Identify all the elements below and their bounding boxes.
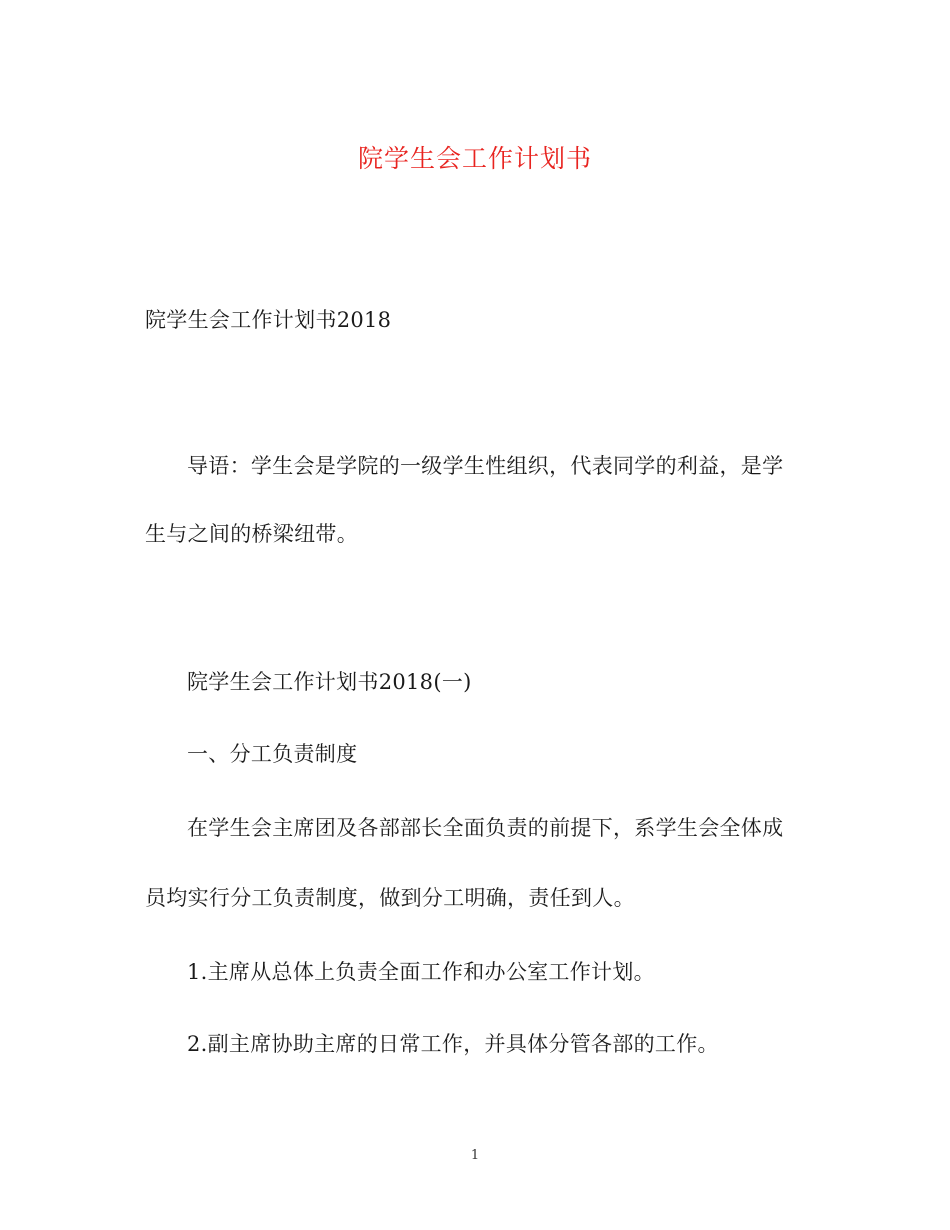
intro-paragraph-line-1: 导语：学生会是学院的一级学生性组织，代表同学的利益，是学 [187,454,784,478]
paragraph-1-line-1: 在学生会主席团及各部部长全面负责的前提下，系学生会全体成 [187,816,784,840]
paragraph-1-line-2: 员均实行分工负责制度，做到分工明确，责任到人。 [145,886,635,910]
document-title: 院学生会工作计划书 [357,144,592,173]
page-number: 1 [470,1148,480,1163]
document-subtitle: 院学生会工作计划书2018 [145,308,392,332]
list-item-2: 2.副主席协助主席的日常工作，并具体分管各部的工作。 [187,1032,719,1056]
intro-paragraph-line-2: 生与之间的桥梁纽带。 [145,522,358,546]
section-title: 院学生会工作计划书2018(一) [187,670,472,694]
list-item-1: 1.主席从总体上负责全面工作和办公室工作计划。 [187,960,655,984]
heading-division-of-responsibility: 一、分工负责制度 [187,742,358,766]
